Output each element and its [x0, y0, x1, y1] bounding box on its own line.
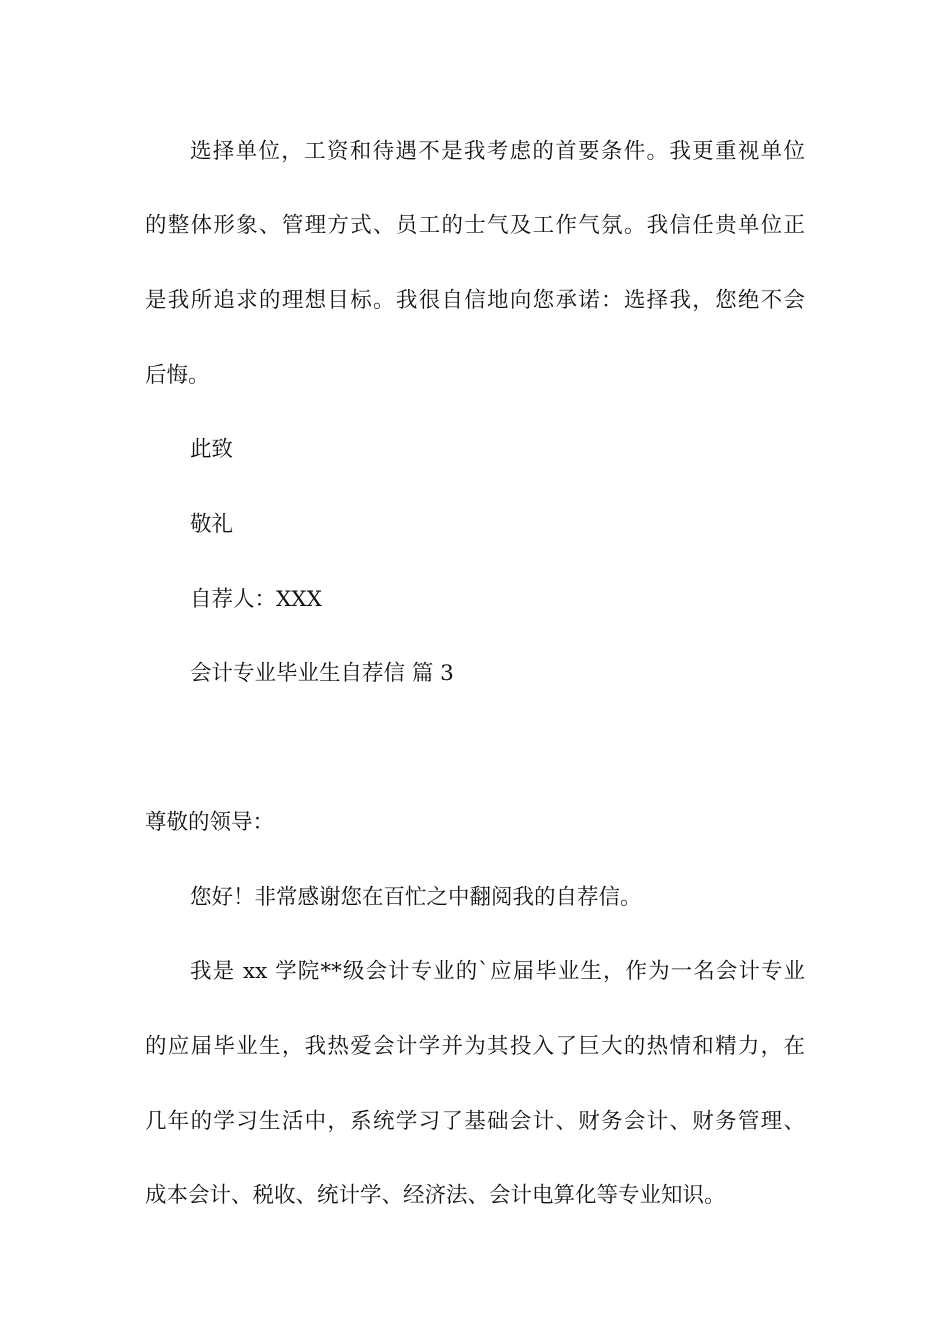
closing-regards: 敬礼 [190, 512, 234, 537]
closing-salutation: 此致 [190, 437, 234, 462]
paragraph-line: 的整体形象、管理方式、员工的士气及工作气氛。我信任贵单位正 [145, 213, 805, 238]
paragraph-line: 成本会计、税收、统计学、经济法、会计电算化等专业知识。 [145, 1183, 726, 1208]
paragraph-line: 几年的学习生活中，系统学习了基础会计、财务会计、财务管理、 [145, 1109, 805, 1134]
paragraph-line: 选择单位，工资和待遇不是我考虑的首要条件。我更重视单位 [190, 139, 805, 164]
paragraph-line: 我是 xx 学院**级会计专业的`应届毕业生，作为一名会计专业 [190, 959, 805, 984]
paragraph-line: 的应届毕业生，我热爱会计学并为其投入了巨大的热情和精力，在 [145, 1034, 805, 1059]
paragraph-line: 您好！非常感谢您在百忙之中翻阅我的自荐信。 [190, 885, 642, 910]
section-heading: 会计专业毕业生自荐信 篇 3 [190, 661, 454, 686]
paragraph-line: 是我所追求的理想目标。我很自信地向您承诺：选择我，您绝不会 [145, 288, 805, 313]
greeting: 尊敬的领导： [145, 810, 275, 835]
paragraph-line: 后悔。 [145, 363, 210, 388]
signature-line: 自荐人：XXX [190, 587, 322, 612]
